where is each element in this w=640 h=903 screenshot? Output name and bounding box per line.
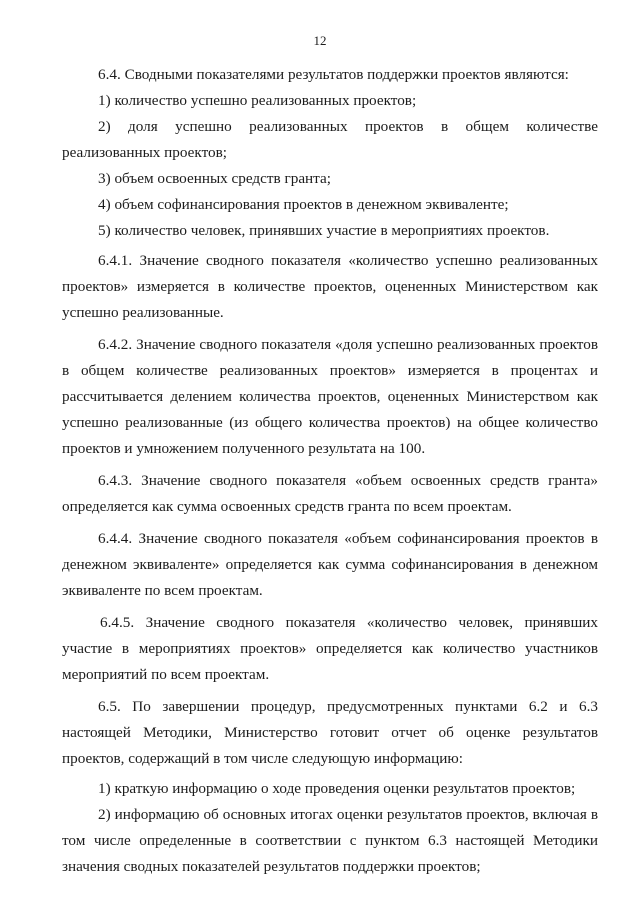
list-item-4: 4) объем софинансирования проектов в денежном эквиваленте; — [98, 196, 509, 213]
summary-item-1: 1) краткую информацию о ходе проведения оценки результатов проектов; — [98, 780, 576, 797]
list-item-1: 1) количество успешно реализованных проектов; — [98, 92, 417, 109]
page-number: 12 — [313, 33, 327, 48]
paragraph-6-4-5: 6.4.5. Значение сводного показателя «количество человек, принявших участие в мероприятиях проектов» определяется как количество участников мероприятий по всем проектам. — [62, 614, 598, 683]
summary-item-2: 2) информацию об основных итогах оценки результатов проектов, включая в том числе определенные в соответствии с пунктом 6.3 настоящей Методики значения сводных показателей результатов поддержки проектов; — [62, 806, 598, 875]
document-body — [62, 62, 598, 880]
paragraph-6-4-2: 6.4.2. Значение сводного показателя «доля успешно реализованных проектов в общем количестве реализованных проектов» измеряется в процентах и рассчитывается делением количества проектов, оцененных Министерством как успешно реализованные (из общего количества проектов) на общее количество проектов и умножением полученного результата на 100. — [62, 336, 598, 457]
list-item-2: 2) доля успешно реализованных проектов в общем количестве реализованных проектов; — [62, 118, 598, 161]
paragraph-6-4-1: 6.4.1. Значение сводного показателя «количество успешно реализованных проектов» измеряется в количестве проектов, оцененных Министерством как успешно реализованные. — [62, 252, 598, 321]
paragraph-6-4: 6.4. Сводными показателями результатов поддержки проектов являются: — [98, 66, 569, 83]
list-item-5: 5) количество человек, принявших участие в мероприятиях проектов. — [98, 222, 550, 239]
paragraph-6-5: 6.5. По завершении процедур, предусмотренных пунктами 6.2 и 6.3 настоящей Методики, Министерство готовит отчет об оценке результатов проектов, содержащий в том числе следующую информацию: — [62, 698, 598, 767]
list-item-3: 3) объем освоенных средств гранта; — [98, 170, 331, 187]
paragraph-6-4-4: 6.4.4. Значение сводного показателя «объем софинансирования проектов в денежном эквиваленте» определяется как сумма софинансирования в денежном эквиваленте по всем проектам. — [62, 530, 598, 599]
paragraph-6-4-3: 6.4.3. Значение сводного показателя «объем освоенных средств гранта» определяется как сумма освоенных средств гранта по всем проектам. — [62, 472, 598, 515]
